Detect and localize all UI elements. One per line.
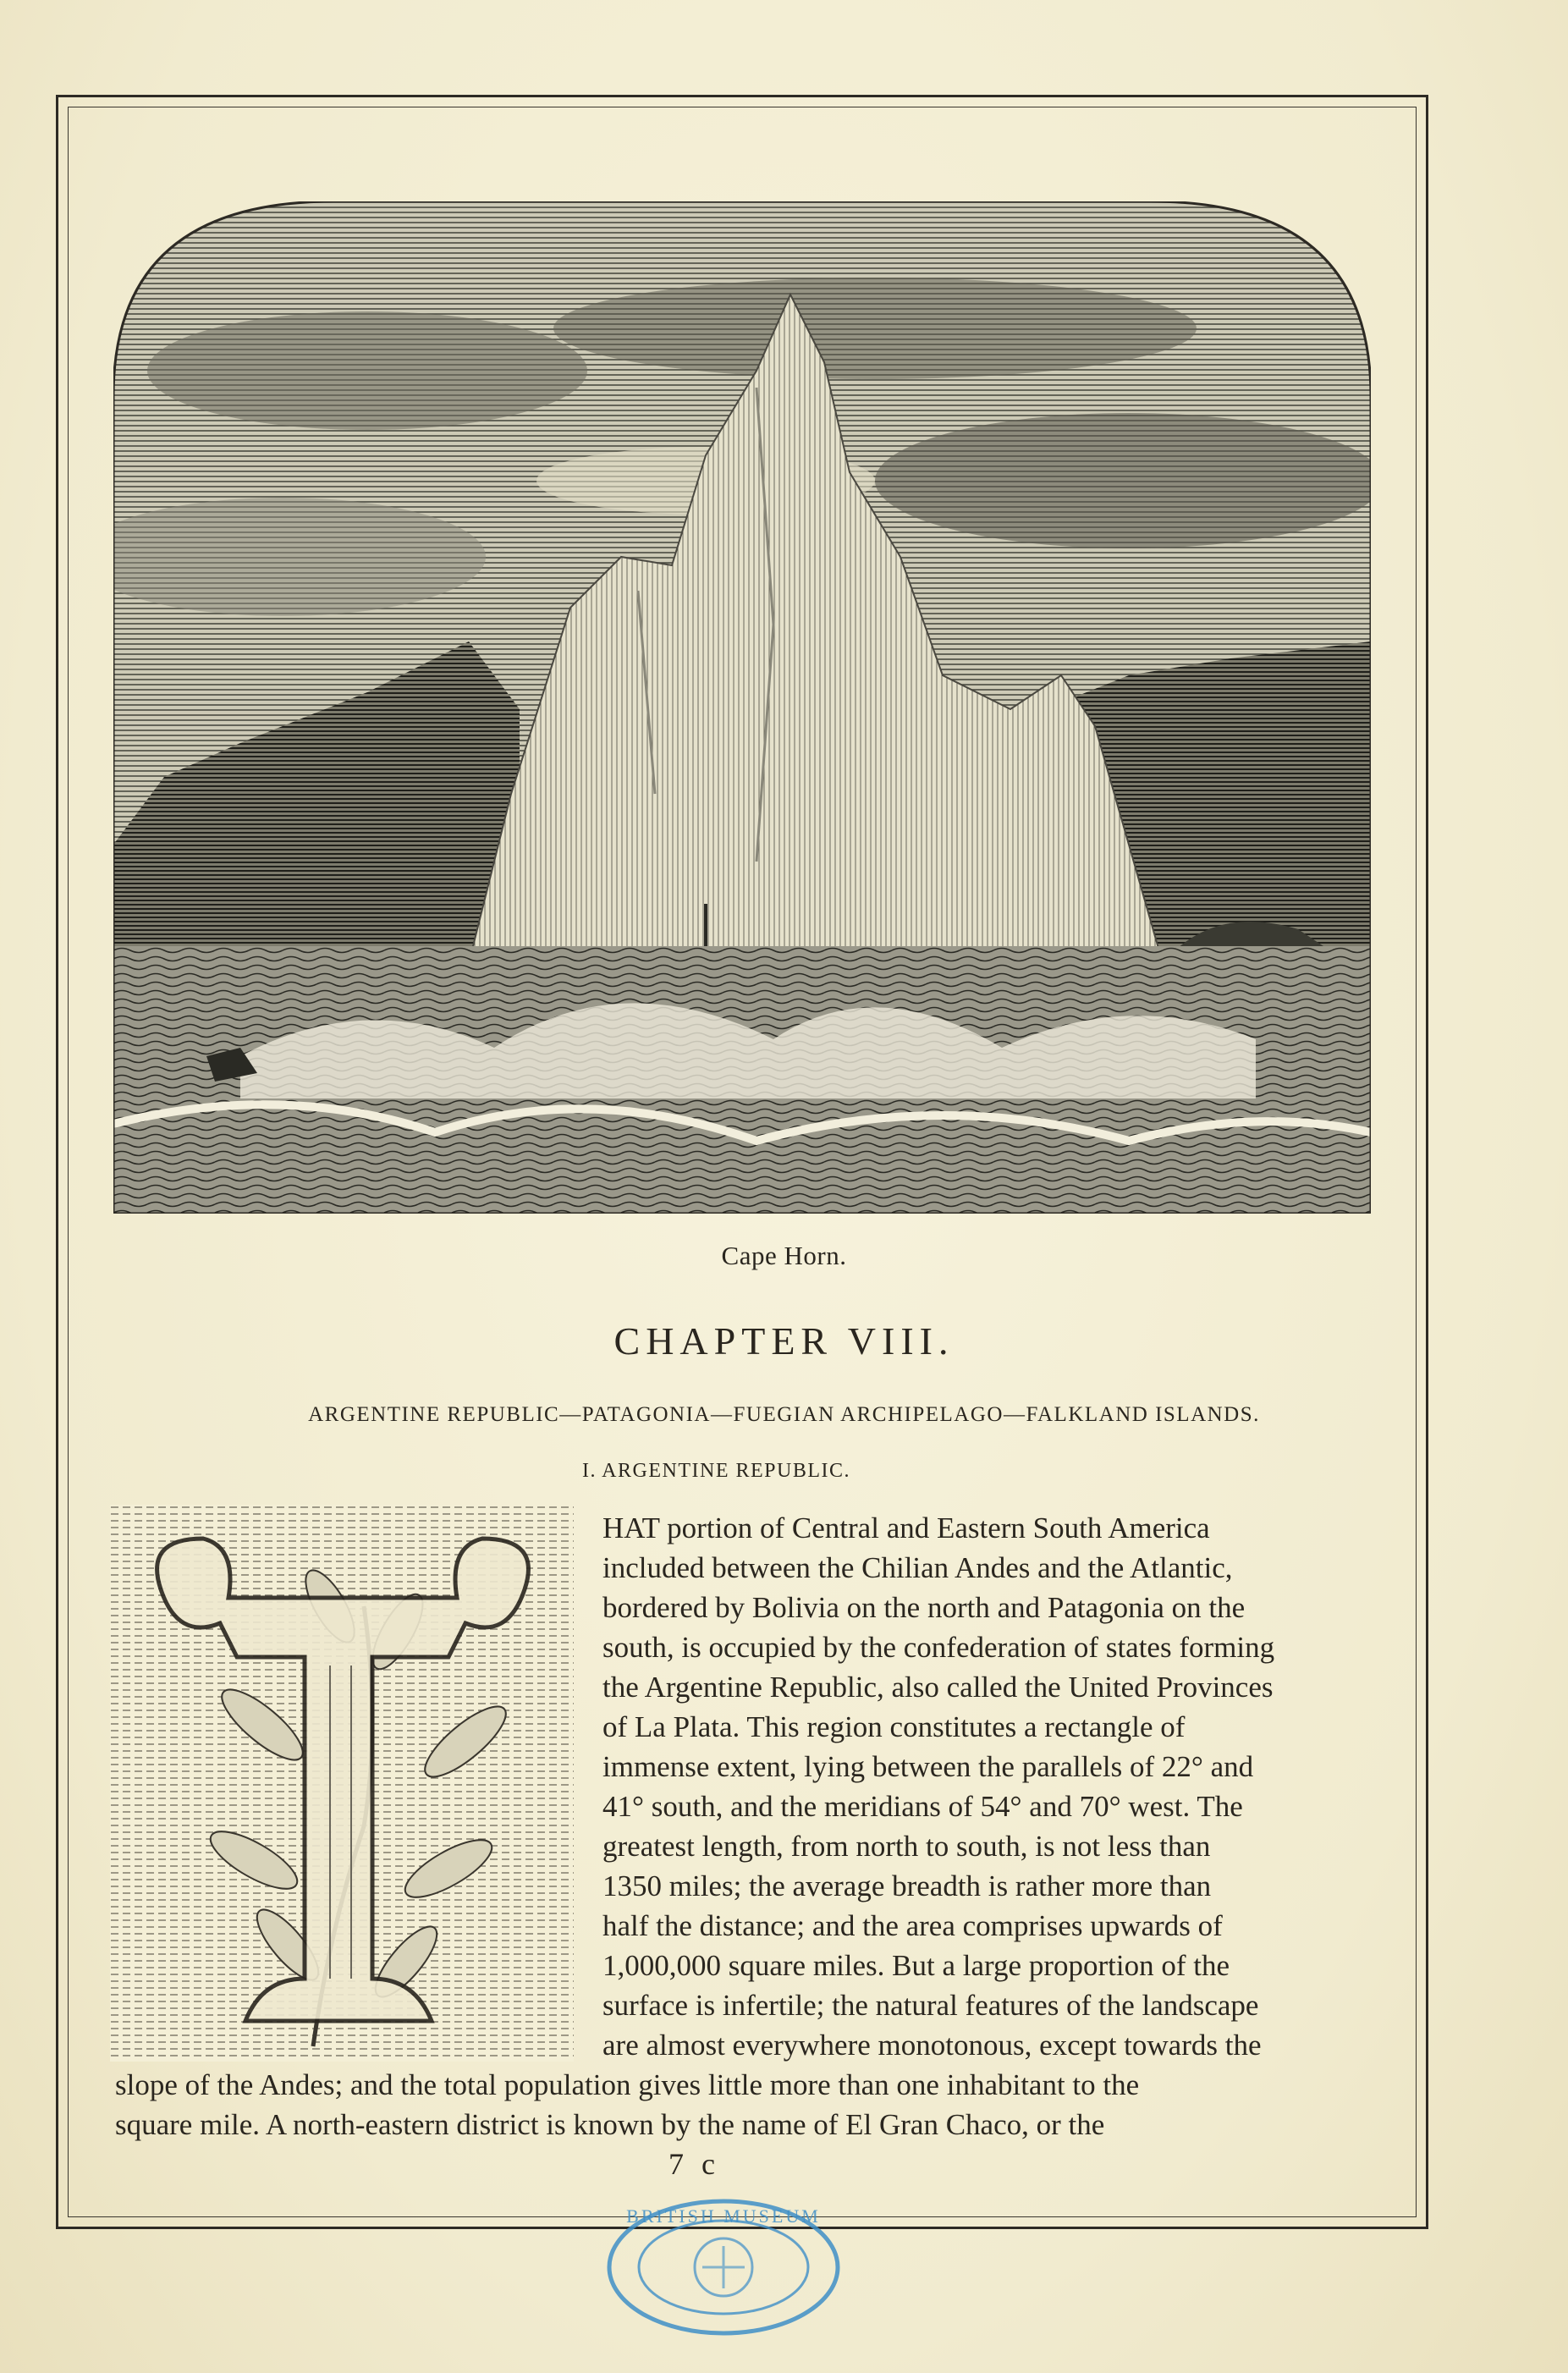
library-stamp <box>601 2195 846 2339</box>
body-line: HAT portion of Central and Eastern South America <box>602 1511 1210 1544</box>
illustration-caption: Cape Horn. <box>721 1241 847 1270</box>
body-line: surface is infertile; the natural features of the landscape <box>602 1989 1259 2022</box>
signature-mark: 7 c <box>668 2147 720 2181</box>
body-line: the Argentine Republic, also called the United Provinces <box>602 1671 1274 1704</box>
body-line: of La Plata. This region constitutes a rectangle of <box>602 1710 1186 1743</box>
body-line: are almost everywhere monotonous, except towards the <box>602 2029 1262 2062</box>
chapter-subtitle: ARGENTINE REPUBLIC—PATAGONIA—FUEGIAN ARCHIPELAGO—FALKLAND ISLANDS. <box>308 1403 1260 1426</box>
body-line: included between the Chilian Andes and the Atlantic, <box>602 1551 1233 1584</box>
body-line: 41° south, and the meridians of 54° and 70° west. The <box>602 1790 1243 1823</box>
body-line: south, is occupied by the confederation of states forming <box>602 1631 1275 1664</box>
body-line: half the distance; and the area comprises upwards of <box>602 1909 1223 1942</box>
section-heading: I. ARGENTINE REPUBLIC. <box>582 1460 850 1482</box>
svg-text:BRITISH MUSEUM: BRITISH MUSEUM <box>626 2205 821 2227</box>
body-line: immense extent, lying between the parallels of 22° and <box>602 1750 1254 1783</box>
body-line: bordered by Bolivia on the north and Patagonia on the <box>602 1591 1246 1624</box>
drop-cap-initial <box>110 1505 574 2062</box>
body-line: square mile. A north-eastern district is known by the name of El Gran Chaco, or the <box>115 2108 1105 2141</box>
body-line: 1,000,000 square miles. But a large proportion of the <box>602 1949 1230 1982</box>
body-line: 1350 miles; the average breadth is rather more than <box>602 1869 1212 1902</box>
body-line: greatest length, from north to south, is not less than <box>602 1830 1211 1863</box>
body-line: slope of the Andes; and the total population gives little more than one inhabitant to the <box>115 2068 1140 2101</box>
chapter-heading: CHAPTER VIII. <box>613 1319 955 1363</box>
cape-horn-engraving <box>113 201 1371 1214</box>
